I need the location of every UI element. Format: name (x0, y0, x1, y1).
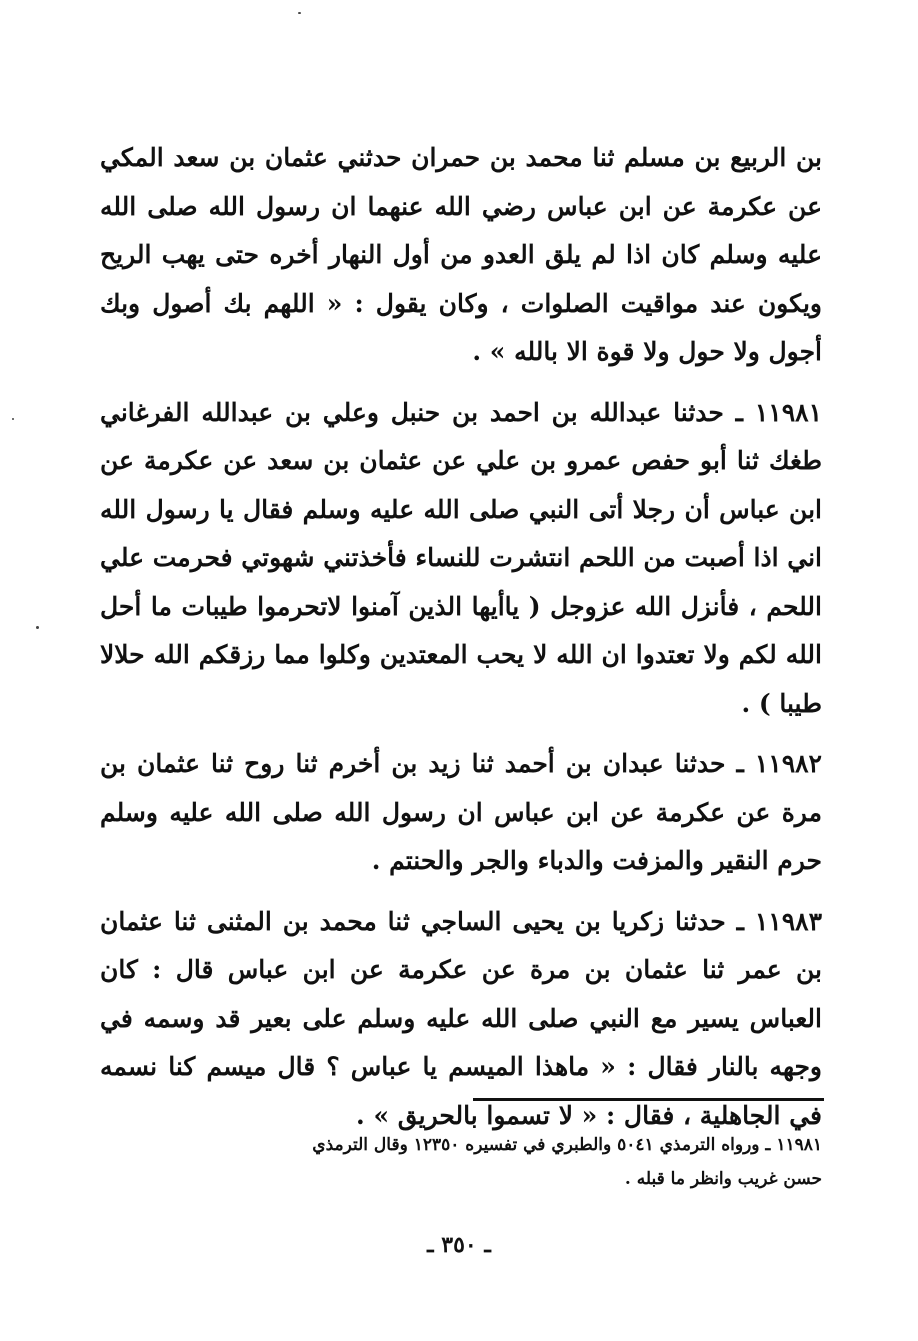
hadith-text: ـ حدثنا عبدان بن أحمد ثنا زيد بن أخرم ثنا روح ثنا عثمان بن مرة عن عكرمة عن ابن عباس ان رسول الله صلى الله عليه وسلم حرم النقير والمزفت والدباء والجر والحنتم . (100, 749, 822, 875)
hadith-number: ١١٩٨٣ (754, 906, 822, 936)
scan-speck (36, 626, 39, 629)
main-text-body (100, 134, 822, 1152)
hadith-11983 (100, 898, 822, 1141)
hadith-11982 (100, 740, 822, 886)
page-number: ـ ٣٥٠ ـ (427, 1232, 491, 1258)
hadith-text: ـ حدثنا زكريا بن يحيى الساجي ثنا محمد بن المثنى ثنا عثمان بن عمر ثنا عثمان بن مرة عن عكرمة عن ابن عباس قال : كان العباس يسير مع النبي صلى الله عليه وسلم على بعير قد وسمه في وجهه بالنار فقال : « ماهذا الميسم يا عباس ؟ قال ميسم كنا نسمه في الجاهلية ، فقال : « لا تسموا بالحريق » . (100, 906, 822, 1130)
footnote (110, 1128, 822, 1196)
hadith-number: ١١٩٨١ (754, 397, 822, 427)
scan-speck (298, 12, 301, 14)
scan-speck (12, 418, 14, 420)
intro-text: بن الربيع بن مسلم ثنا محمد بن حمران حدثني عثمان بن سعد المكي عن عكرمة عن ابن عباس رضي الله عنهما ان رسول الله صلى الله عليه وسلم كان اذا لم يلق العدو من أول النهار أخره حتى يهب الريح ويكون عند مواقيت الصلوات ، وكان يقول : « اللهم بك أصول وبك أجول ولا حول ولا قوة الا بالله » . (100, 143, 822, 366)
hadith-text: ـ حدثنا عبدالله بن احمد بن حنبل وعلي بن عبدالله الفرغاني طغك ثنا أبو حفص عمرو بن علي عن عثمان بن سعد عن عكرمة عن ابن عباس أن رجلا أتى النبي صلى الله عليه وسلم فقال يا رسول الله اني اذا أصبت من اللحم انتشرت للنساء فأخذتني شهوتي فحرمت علي اللحم ، فأنزل الله عزوجل ( ياأيها الذين آمنوا لاتحرموا طيبات ما أحل الله لكم ولا تعتدوا ان الله لا يحب المعتدين وكلوا مما رزقكم الله حلالا طيبا ) . (100, 397, 822, 718)
footnote-line-1: ١١٩٨١ ـ ورواه الترمذي ٥٠٤١ والطبري في تفسيره ١٢٣٥٠ وقال الترمذي (312, 1135, 822, 1155)
hadith-number: ١١٩٨٢ (754, 749, 822, 778)
footnote-line-2: حسن غريب وانظر ما قبله . (624, 1169, 822, 1189)
footnote-separator (473, 1098, 824, 1101)
hadith-11981 (100, 389, 822, 729)
intro-paragraph (100, 134, 822, 377)
